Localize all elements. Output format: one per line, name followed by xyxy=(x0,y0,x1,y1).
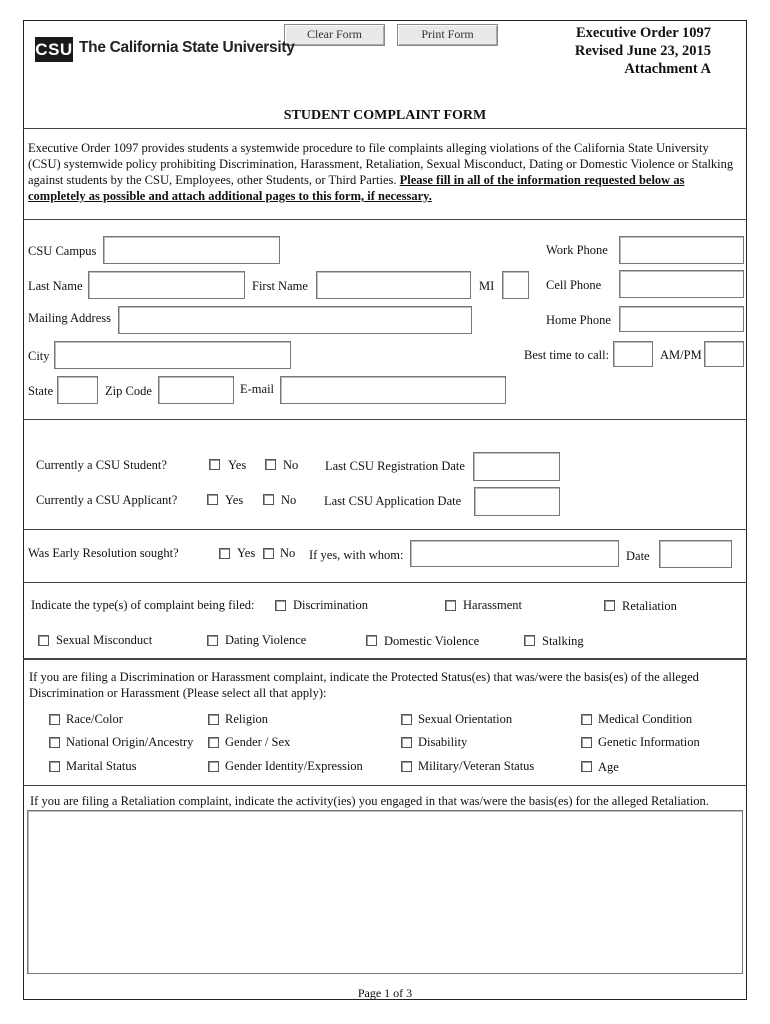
applicant-yes-checkbox[interactable] xyxy=(207,494,218,505)
early-date-input[interactable] xyxy=(659,540,732,568)
cell-phone-label: Cell Phone xyxy=(546,278,602,292)
student-question-label: Currently a CSU Student? xyxy=(36,458,167,472)
disability-label: Disability xyxy=(418,735,468,749)
stalking-checkbox[interactable] xyxy=(524,635,535,646)
first-name-input[interactable] xyxy=(316,271,471,299)
divider xyxy=(23,529,747,530)
ampm-label: AM/PM xyxy=(660,348,702,362)
medical-condition-checkbox[interactable] xyxy=(581,714,592,725)
divider xyxy=(23,785,747,786)
stalking-label: Stalking xyxy=(542,634,584,648)
cell-phone-input[interactable] xyxy=(619,270,744,298)
email-label: E-mail xyxy=(240,382,275,396)
with-whom-label: If yes, with whom: xyxy=(309,548,404,562)
military-veteran-checkbox[interactable] xyxy=(401,761,412,772)
zip-code-input[interactable] xyxy=(158,376,234,404)
religion-label: Religion xyxy=(225,712,269,726)
medical-condition-label: Medical Condition xyxy=(598,712,693,726)
early-no-checkbox[interactable] xyxy=(263,548,274,559)
gender-identity-label: Gender Identity/Expression xyxy=(225,759,363,773)
last-name-input[interactable] xyxy=(88,271,245,299)
application-date-label: Last CSU Application Date xyxy=(324,494,462,508)
eo-line-1: Executive Order 1097 xyxy=(575,25,711,41)
student-yes-checkbox[interactable] xyxy=(209,459,220,470)
gender-sex-label: Gender / Sex xyxy=(225,735,291,749)
mailing-address-label: Mailing Address xyxy=(28,311,111,325)
early-date-label: Date xyxy=(626,549,650,563)
sexual-orientation-label: Sexual Orientation xyxy=(418,712,513,726)
city-input[interactable] xyxy=(54,341,291,369)
csu-logo-text: The California State University xyxy=(79,39,295,56)
first-name-label: First Name xyxy=(252,279,308,293)
gender-sex-checkbox[interactable] xyxy=(208,737,219,748)
eo-line-3: Attachment A xyxy=(624,61,711,77)
intro-text: Executive Order 1097 provides students a systemwide procedure to file complaints alleging violations of the California State University (CSU) systemwide policy prohibiting Discrimination, Harassment, Retaliation, Sexual Misconduct, Dating or Domestic Violence or Stalking against students by the CSU, Employees, other Students, or Third Parties. xyxy=(28,141,734,187)
page-number: Page 1 of 3 xyxy=(357,986,413,1000)
csu-campus-label: CSU Campus xyxy=(28,244,97,258)
ampm-input[interactable] xyxy=(704,341,744,367)
best-time-label: Best time to call: xyxy=(524,348,610,362)
work-phone-label: Work Phone xyxy=(546,243,608,257)
divider xyxy=(23,582,747,583)
genetic-information-checkbox[interactable] xyxy=(581,737,592,748)
eo-line-2: Revised June 23, 2015 xyxy=(574,43,711,59)
race-label: Race/Color xyxy=(66,712,123,726)
applicant-yes-label: Yes xyxy=(225,493,244,507)
state-label: State xyxy=(28,384,53,398)
early-no-label: No xyxy=(280,546,296,560)
gender-identity-checkbox[interactable] xyxy=(208,761,219,772)
best-time-input[interactable] xyxy=(613,341,653,367)
retaliation-checkbox[interactable] xyxy=(604,600,615,611)
with-whom-input[interactable] xyxy=(410,540,619,567)
age-label: Age xyxy=(598,760,619,774)
email-input[interactable] xyxy=(280,376,506,404)
harassment-checkbox[interactable] xyxy=(445,600,456,611)
early-resolution-label: Was Early Resolution sought? xyxy=(28,546,179,560)
discrimination-checkbox[interactable] xyxy=(275,600,286,611)
disability-checkbox[interactable] xyxy=(401,737,412,748)
intro-emphasis: Please fill in all of the information requested below as completely as possible and attach additional pages to this form, if necessary. xyxy=(28,173,685,203)
work-phone-input[interactable] xyxy=(619,236,744,264)
marital-status-checkbox[interactable] xyxy=(49,761,60,772)
harassment-label: Harassment xyxy=(463,598,523,612)
print-form-button[interactable]: Print Form xyxy=(397,24,498,46)
csu-campus-input[interactable] xyxy=(103,236,280,264)
home-phone-input[interactable] xyxy=(619,306,744,332)
discrimination-label: Discrimination xyxy=(293,598,368,612)
race-checkbox[interactable] xyxy=(49,714,60,725)
applicant-question-label: Currently a CSU Applicant? xyxy=(36,493,178,507)
state-input[interactable] xyxy=(57,376,98,404)
complaint-type-prompt: Indicate the type(s) of complaint being filed: xyxy=(31,598,255,612)
military-veteran-label: Military/Veteran Status xyxy=(418,759,535,773)
student-no-label: No xyxy=(283,458,299,472)
dating-violence-checkbox[interactable] xyxy=(207,635,218,646)
zip-code-label: Zip Code xyxy=(105,384,152,398)
application-date-input[interactable] xyxy=(474,487,560,516)
mi-input[interactable] xyxy=(502,271,529,299)
registration-date-input[interactable] xyxy=(473,452,560,481)
applicant-no-label: No xyxy=(281,493,297,507)
csu-logo-mark: CSU xyxy=(35,37,73,62)
protected-status-prompt: If you are filing a Discrimination or Harassment complaint, indicate the Protected Status(es) that was/were the basis(es) of the alleged Discrimination or Harassment (Please select all that apply): xyxy=(29,670,699,700)
retaliation-textarea[interactable] xyxy=(27,810,743,974)
domestic-violence-label: Domestic Violence xyxy=(384,634,480,648)
divider xyxy=(23,128,747,129)
executive-order-header xyxy=(575,24,711,78)
divider xyxy=(23,419,747,420)
divider xyxy=(23,219,747,220)
home-phone-label: Home Phone xyxy=(546,313,611,327)
divider xyxy=(23,658,747,660)
domestic-violence-checkbox[interactable] xyxy=(366,635,377,646)
intro-paragraph xyxy=(28,140,740,204)
retaliation-label: Retaliation xyxy=(622,599,677,613)
form-title: STUDENT COMPLAINT FORM xyxy=(283,108,487,123)
early-yes-checkbox[interactable] xyxy=(219,548,230,559)
sexual-misconduct-label: Sexual Misconduct xyxy=(56,633,153,647)
marital-status-label: Marital Status xyxy=(66,759,137,773)
student-yes-label: Yes xyxy=(228,458,247,472)
last-name-label: Last Name xyxy=(28,279,83,293)
city-label: City xyxy=(28,349,50,363)
mailing-address-input[interactable] xyxy=(118,306,472,334)
early-yes-label: Yes xyxy=(237,546,256,560)
national-origin-checkbox[interactable] xyxy=(49,737,60,748)
genetic-information-label: Genetic Information xyxy=(598,735,700,749)
registration-date-label: Last CSU Registration Date xyxy=(325,459,465,473)
mi-label: MI xyxy=(479,279,495,293)
applicant-no-checkbox[interactable] xyxy=(263,494,274,505)
student-no-checkbox[interactable] xyxy=(265,459,276,470)
national-origin-label: National Origin/Ancestry xyxy=(66,735,194,749)
dating-violence-label: Dating Violence xyxy=(225,633,307,647)
clear-form-button[interactable]: Clear Form xyxy=(284,24,385,46)
retaliation-prompt: If you are filing a Retaliation complaint, indicate the activity(ies) you engaged in that was/were the basis(es) for the alleged Retaliation. xyxy=(30,794,709,808)
religion-checkbox[interactable] xyxy=(208,714,219,725)
sexual-orientation-checkbox[interactable] xyxy=(401,714,412,725)
age-checkbox[interactable] xyxy=(581,761,592,772)
sexual-misconduct-checkbox[interactable] xyxy=(38,635,49,646)
